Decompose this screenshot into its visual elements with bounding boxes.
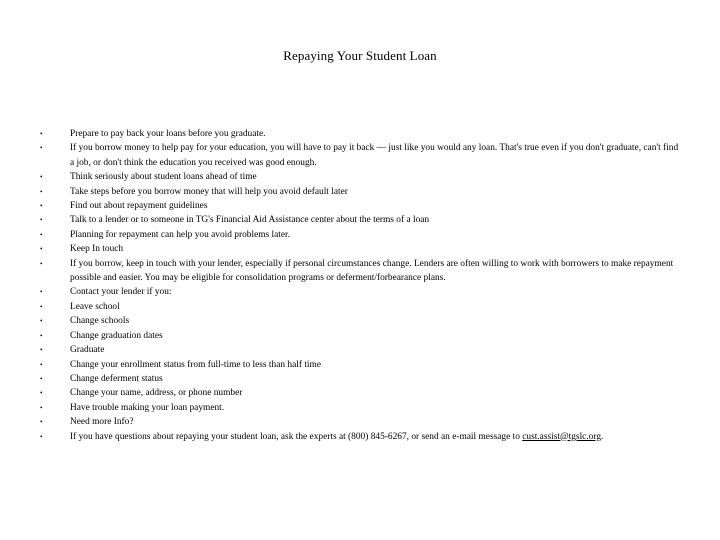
bullet-icon: • <box>40 216 43 225</box>
list-item-text: If you borrow, keep in touch with your lender, especially if personal circumstances change. Lenders are often willing to work with borrowers to make repayment possible and easier. You may be eligible for consolidation programs or deferment/forbearance plans. <box>70 258 674 284</box>
list-item-text: Planning for repayment can help you avoid problems later. <box>70 229 290 240</box>
contact-prefix: If you have questions about repaying your student loan, ask the experts at (800) 845-6267, or send an e-mail message to <box>70 431 523 442</box>
bullet-icon: • <box>40 432 43 441</box>
list-item-text: Contact your lender if you: <box>70 287 172 298</box>
list-item-text: Have trouble making your loan payment. <box>70 402 225 413</box>
list-item <box>40 372 680 386</box>
list-item <box>40 358 680 372</box>
list-item-text: Need more Info? <box>70 417 134 428</box>
list-item-text: Keep In touch <box>70 244 124 255</box>
list-item <box>40 228 680 242</box>
list-item <box>40 300 680 314</box>
bullet-icon: • <box>40 346 43 355</box>
list-item <box>40 314 680 328</box>
bullet-icon: • <box>40 173 43 182</box>
list-item <box>40 329 680 343</box>
bullet-icon: • <box>40 202 43 211</box>
list-item <box>40 213 680 227</box>
contact-suffix: . <box>601 431 604 442</box>
list-item <box>40 242 680 256</box>
bullet-icon: • <box>40 389 43 398</box>
bullet-icon: • <box>40 302 43 311</box>
bullet-icon: • <box>40 418 43 427</box>
bullet-icon: • <box>40 331 43 340</box>
list-item-text: Change schools <box>70 316 130 327</box>
list-item-text: Think seriously about student loans ahead of time <box>70 172 257 183</box>
list-item <box>40 127 680 141</box>
list-item-text: Take steps before you borrow money that will help you avoid default later <box>70 186 348 197</box>
bullet-icon: • <box>40 403 43 412</box>
list-item-text: Talk to a lender or to someone in TG's Financial Aid Assistance center about the terms of a loan <box>70 215 430 226</box>
bullet-icon: • <box>40 259 43 268</box>
list-item <box>40 386 680 400</box>
bullet-icon: • <box>40 144 43 153</box>
list-item-text: Find out about repayment guidelines <box>70 201 208 212</box>
list-item-text: Change your enrollment status from full-time to less than half time <box>70 359 321 370</box>
list-item-text <box>70 430 680 444</box>
list-item <box>40 257 680 286</box>
list-item <box>40 401 680 415</box>
list-item-text: Leave school <box>70 301 120 312</box>
bullet-icon: • <box>40 230 43 239</box>
bullet-icon: • <box>40 187 43 196</box>
list-item-text: Change your name, address, or phone number <box>70 388 243 399</box>
list-item <box>40 141 680 170</box>
list-item-text: If you borrow money to help pay for your education, you will have to pay it back — just like you would any loan. That's true even if you don't graduate, can't find a job, or don't think the education you received was good enough. <box>70 143 679 168</box>
list-item-text: Change graduation dates <box>70 330 163 341</box>
list-item <box>40 185 680 199</box>
bullet-icon: • <box>40 374 43 383</box>
list-item-text: Graduate <box>70 345 105 356</box>
list-item <box>40 343 680 357</box>
list-item <box>40 415 680 429</box>
bullet-list <box>40 127 680 444</box>
email-link[interactable]: cust.assist@tgslc.org <box>522 431 602 442</box>
bullet-icon: • <box>40 317 43 326</box>
bullet-icon: • <box>40 360 43 369</box>
list-item <box>40 285 680 299</box>
list-item <box>40 170 680 184</box>
list-item-contact <box>40 430 680 444</box>
bullet-icon: • <box>40 245 43 254</box>
list-item-text: Prepare to pay back your loans before you graduate. <box>70 129 266 139</box>
bullet-icon: • <box>40 130 43 138</box>
list-item-text: Change deferment status <box>70 373 163 384</box>
bullet-icon: • <box>40 288 43 297</box>
list-item <box>40 199 680 213</box>
page-title: Repaying Your Student Loan <box>283 48 437 63</box>
